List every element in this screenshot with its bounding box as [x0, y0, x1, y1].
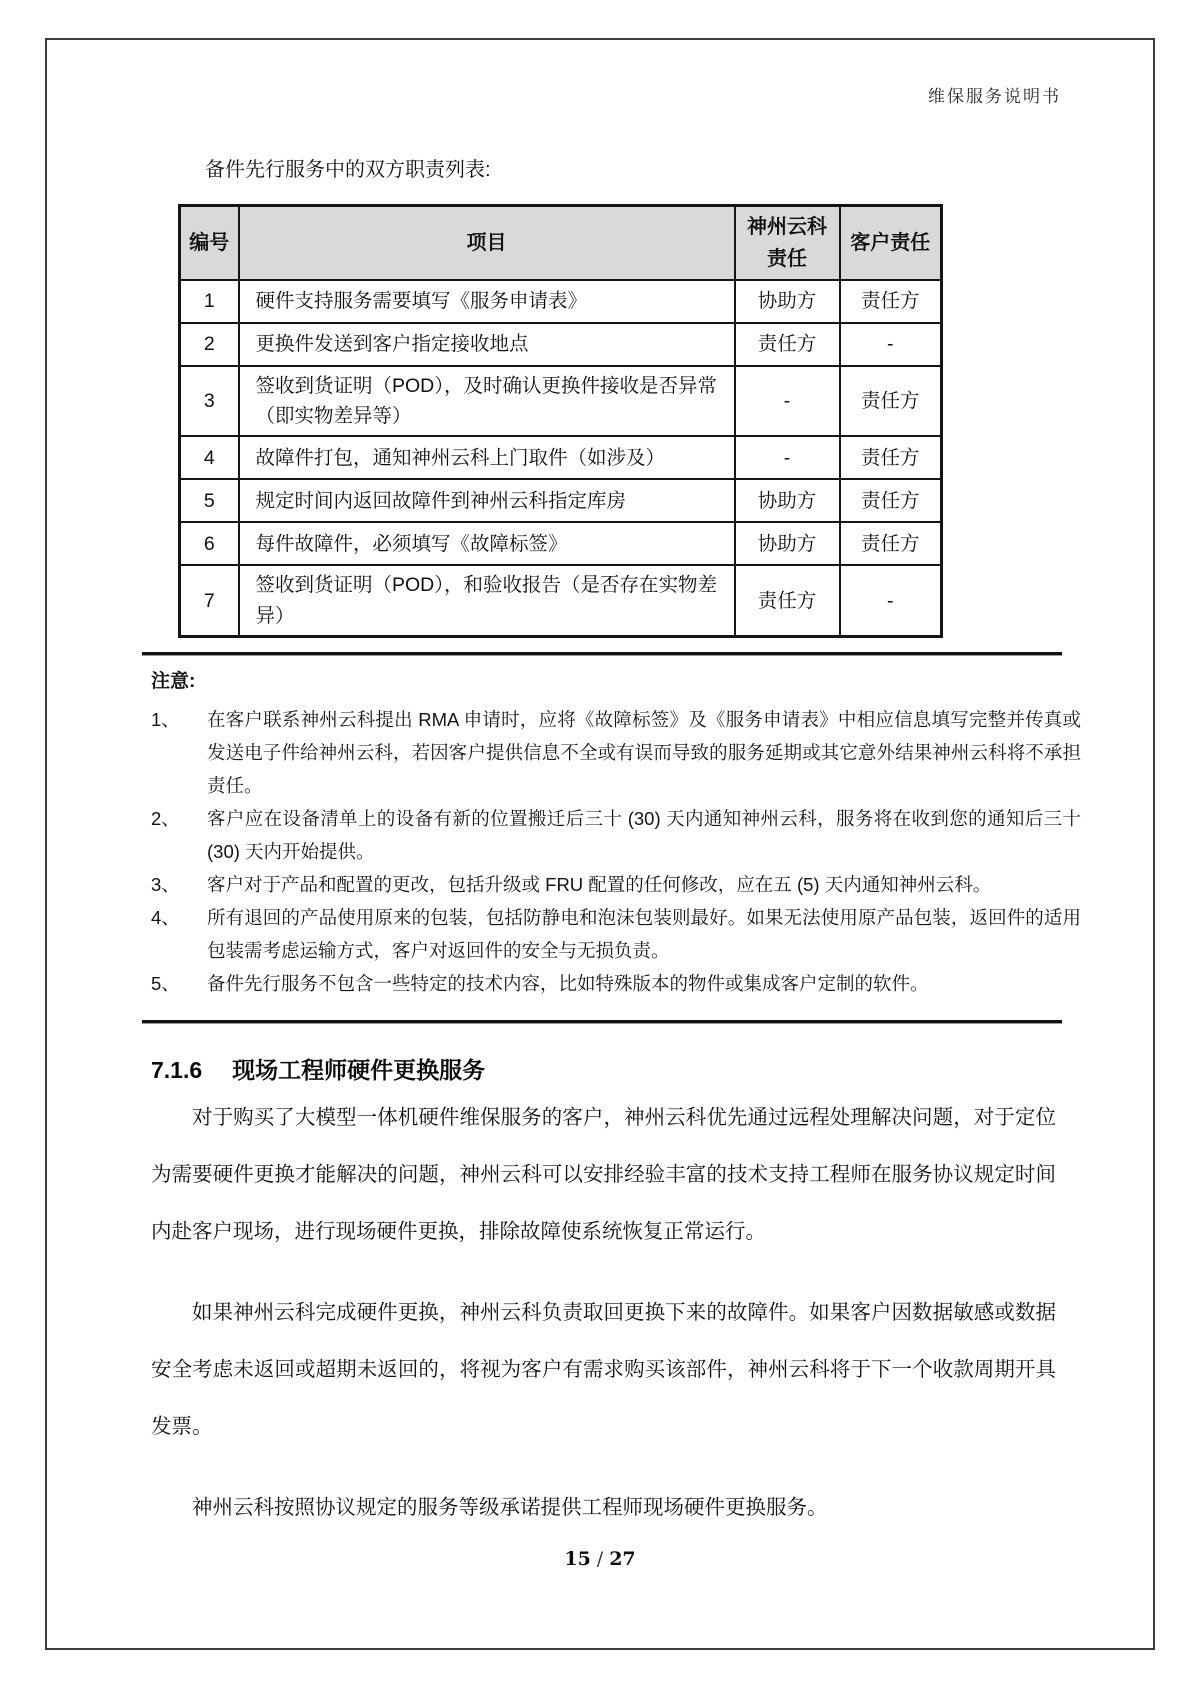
row-item: 故障件打包，通知神州云科上门取件（如涉及）	[239, 436, 735, 479]
row-item: 更换件发送到客户指定接收地点	[239, 323, 735, 366]
note-number: 4、	[151, 906, 180, 928]
col-header-vendor-line2: 责任	[767, 248, 807, 270]
list-item	[151, 868, 1081, 901]
col-header-vendor-responsibility	[735, 206, 840, 281]
row-vendor-role: 责任方	[735, 323, 840, 366]
table-row	[180, 436, 942, 479]
note-text: 在客户联系神州云科提出 RMA 申请时，应将《故障标签》及《服务申请表》中相应信息填写完整并传真或发送电子件给神州云科，若因客户提供信息不全或有误而导致的服务延期或其它意外结果神州云科将不承担责任。	[207, 708, 1081, 796]
note-text: 客户应在设备清单上的设备有新的位置搬迁后三十 (30) 天内通知神州云科，服务将在收到您的通知后三十 (30) 天内开始提供。	[207, 807, 1081, 862]
col-header-vendor-line1: 神州云科	[747, 216, 827, 238]
row-customer-role: 责任方	[840, 479, 942, 522]
horizontal-divider	[142, 652, 1062, 656]
row-customer-role: -	[840, 565, 942, 636]
document-page	[45, 38, 1155, 1650]
section-body	[151, 1089, 1056, 1536]
list-item	[151, 802, 1081, 868]
horizontal-divider	[142, 1020, 1062, 1024]
document-header-title: 维保服务说明书	[928, 87, 1061, 107]
row-number: 3	[180, 366, 239, 436]
row-vendor-role: 协助方	[735, 479, 840, 522]
section-title: 现场工程师硬件更换服务	[232, 1056, 486, 1083]
note-number: 3、	[151, 873, 180, 895]
row-item: 签收到货证明（POD），和验收报告（是否存在实物差异）	[239, 565, 735, 636]
row-number: 5	[180, 479, 239, 522]
table-row	[180, 522, 942, 565]
table-row	[180, 280, 942, 323]
page-number-total: 27	[609, 1548, 636, 1570]
col-header-customer-responsibility: 客户责任	[840, 206, 942, 281]
row-item: 签收到货证明（POD），及时确认更换件接收是否异常（即实物差异等）	[239, 366, 735, 436]
row-number: 6	[180, 522, 239, 565]
responsibility-table	[178, 204, 943, 638]
row-customer-role: 责任方	[840, 436, 942, 479]
table-row	[180, 479, 942, 522]
table-intro-line: 备件先行服务中的双方职责列表:	[205, 159, 491, 181]
page-number-current: 15	[564, 1548, 591, 1570]
row-vendor-role: 责任方	[735, 565, 840, 636]
notes-list	[151, 703, 1081, 1000]
row-number: 2	[180, 323, 239, 366]
note-text: 备件先行服务不包含一些特定的技术内容，比如特殊版本的物件或集成客户定制的软件。	[207, 972, 929, 994]
note-text: 客户对于产品和配置的更改，包括升级或 FRU 配置的任何修改，应在五 (5) 天内通知神州云科。	[207, 873, 992, 895]
section-number: 7.1.6	[151, 1056, 203, 1083]
row-customer-role: 责任方	[840, 366, 942, 436]
table-row	[180, 323, 942, 366]
table-row	[180, 565, 942, 636]
note-number: 1、	[151, 708, 180, 730]
list-item	[151, 967, 1081, 1000]
row-number: 1	[180, 280, 239, 323]
table-header-row	[180, 206, 942, 281]
section-heading	[151, 1052, 1153, 1085]
row-vendor-role: -	[735, 436, 840, 479]
row-item: 每件故障件，必须填写《故障标签》	[239, 522, 735, 565]
page-footer	[0, 1548, 1200, 1570]
note-number: 2、	[151, 807, 180, 829]
row-customer-role: 责任方	[840, 280, 942, 323]
row-item: 规定时间内返回故障件到神州云科指定库房	[239, 479, 735, 522]
list-item	[151, 901, 1081, 967]
paragraph: 神州云科按照协议规定的服务等级承诺提供工程师现场硬件更换服务。	[192, 1495, 828, 1519]
list-item	[151, 703, 1081, 802]
row-number: 7	[180, 565, 239, 636]
row-number: 4	[180, 436, 239, 479]
row-customer-role: 责任方	[840, 522, 942, 565]
note-text: 所有退回的产品使用原来的包装，包括防静电和泡沫包装则最好。如果无法使用原产品包装，返回件的适用包装需考虑运输方式，客户对返回件的安全与无损负责。	[207, 906, 1081, 961]
row-vendor-role: 协助方	[735, 522, 840, 565]
notes-title: 注意:	[151, 670, 196, 692]
row-item: 硬件支持服务需要填写《服务申请表》	[239, 280, 735, 323]
table-row	[180, 366, 942, 436]
note-number: 5、	[151, 972, 180, 994]
paragraph: 对于购买了大模型一体机硬件维保服务的客户，神州云科优先通过远程处理解决问题，对于定位为需要硬件更换才能解决的问题，神州云科可以安排经验丰富的技术支持工程师在服务协议规定时间内赴客户现场，进行现场硬件更换，排除故障使系统恢复正常运行。	[151, 1105, 1056, 1243]
page-number-separator: /	[596, 1548, 604, 1570]
col-header-number: 编号	[180, 206, 239, 281]
row-vendor-role: -	[735, 366, 840, 436]
paragraph: 如果神州云科完成硬件更换，神州云科负责取回更换下来的故障件。如果客户因数据敏感或数据安全考虑未返回或超期未返回的，将视为客户有需求购买该部件，神州云科将于下一个收款周期开具发票。	[151, 1300, 1056, 1438]
row-customer-role: -	[840, 323, 942, 366]
col-header-item: 项目	[239, 206, 735, 281]
row-vendor-role: 协助方	[735, 280, 840, 323]
